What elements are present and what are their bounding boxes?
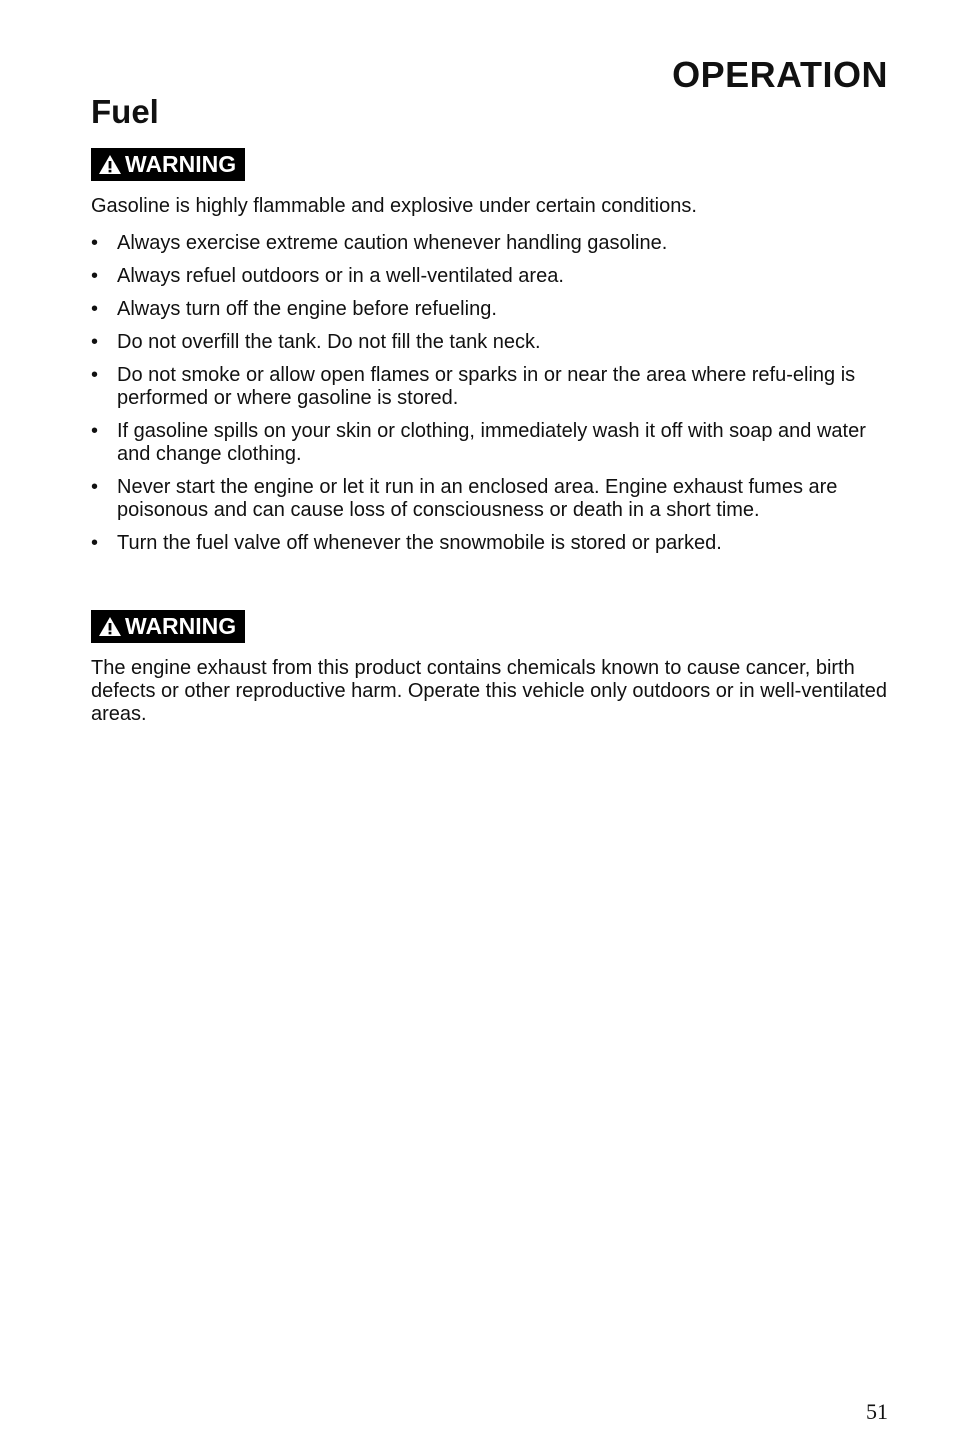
list-item: • Always exercise extreme caution whenever handling gasoline. [91, 232, 889, 255]
warning-bullet-list [91, 232, 891, 555]
warning-badge [91, 148, 245, 181]
warning-block-fuel [91, 148, 891, 565]
warning-text: The engine exhaust from this product contains chemicals known to cause cancer, birth defects or other reproductive harm. Operate this vehicle only outdoors or in well-ventilated areas. [91, 657, 887, 725]
warning-badge [91, 610, 245, 643]
warning-block-exhaust [91, 610, 891, 726]
warning-text: Gasoline is highly flammable and explosive under certain conditions. [91, 195, 697, 217]
page-title: Fuel [91, 93, 159, 130]
list-item: • If gasoline spills on your skin or clothing, immediately wash it off with soap and water and change clothing. [91, 420, 889, 466]
warning-triangle-icon [98, 616, 122, 637]
list-item: • Do not smoke or allow open flames or sparks in or near the area where refu-eling is performed or where gasoline is stored. [91, 364, 889, 410]
list-item: • Do not overfill the tank. Do not fill the tank neck. [91, 331, 889, 354]
warning-triangle-icon [98, 154, 122, 175]
list-item: • Always turn off the engine before refueling. [91, 298, 889, 321]
section-header: OPERATION [672, 54, 888, 95]
list-item: • Always refuel outdoors or in a well-ventilated area. [91, 265, 889, 288]
warning-badge-label: WARNING [125, 151, 237, 177]
list-item: • Never start the engine or let it run in an enclosed area. Engine exhaust fumes are poisonous and can cause loss of consciousness or death in a short time. [91, 476, 889, 522]
page-number: 51 [866, 1399, 888, 1424]
list-item: • Turn the fuel valve off whenever the snowmobile is stored or parked. [91, 532, 889, 555]
warning-badge-label: WARNING [125, 613, 237, 639]
